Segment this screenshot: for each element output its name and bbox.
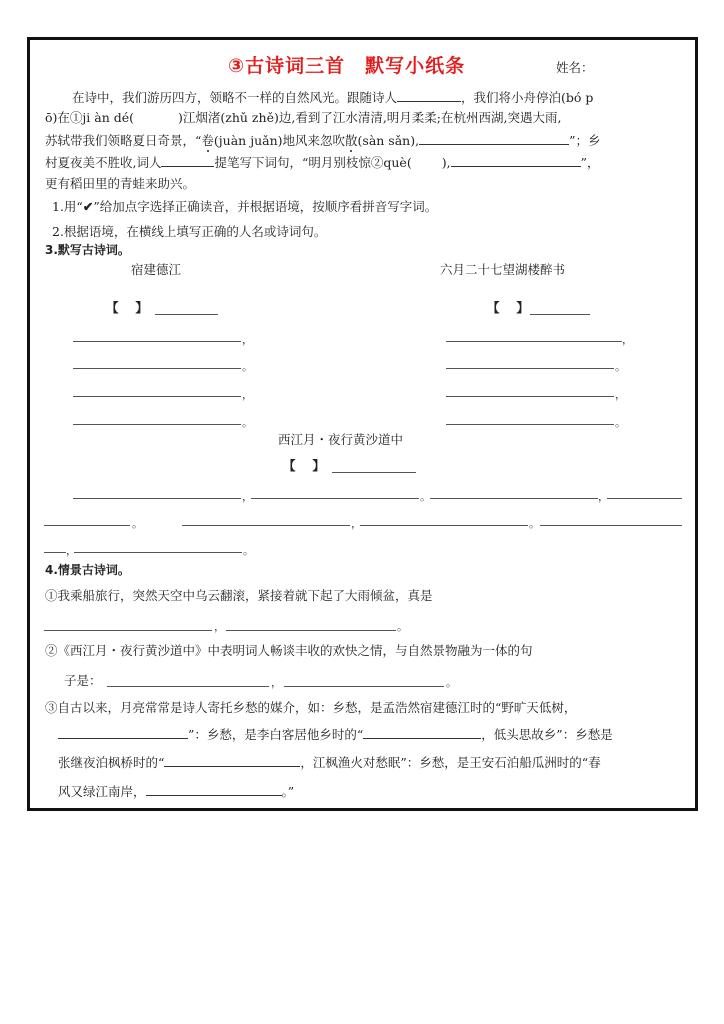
comma: ， bbox=[598, 490, 609, 503]
poem-1-line-1[interactable] bbox=[73, 341, 241, 342]
intro-text: 苏轼带我们领略夏日奇景，“ bbox=[45, 133, 202, 148]
question-3-line-1: ③自古以来，月亮常常是诗人寄托乡愁的媒介，如：乡愁，是孟浩然宿建德江时的“野旷天低树， bbox=[45, 700, 577, 715]
comma: ， bbox=[66, 544, 77, 557]
poem-1-line-4[interactable] bbox=[73, 424, 241, 425]
comma: ， bbox=[622, 333, 633, 346]
period: 。 bbox=[420, 490, 431, 503]
intro-line-4 bbox=[45, 154, 599, 171]
q3-blank-2[interactable] bbox=[363, 726, 481, 739]
q3-text: 张继夜泊枫桥时的“ bbox=[58, 755, 165, 770]
intro-line-1 bbox=[72, 89, 593, 106]
period: 。 bbox=[132, 517, 143, 530]
comma: ， bbox=[271, 676, 282, 689]
poem-2-title: 六月二十七望湖楼醉书 bbox=[440, 262, 566, 277]
instruction-text: ”给加点字选择正确读音，并根据语境，按顺序看拼音写字词。 bbox=[93, 199, 438, 214]
poem-2-author-bracket: 【 】 bbox=[487, 300, 529, 315]
question-3-line-4 bbox=[58, 783, 294, 800]
intro-line-2 bbox=[45, 110, 561, 126]
comma: ， bbox=[242, 388, 253, 401]
section-3-heading: 3.默写古诗词。 bbox=[45, 243, 130, 257]
intro-line-3 bbox=[45, 132, 600, 149]
intro-text: 在诗中，我们游历四方，领略不一样的自然风光。跟随诗人 bbox=[72, 90, 398, 105]
period: 。 bbox=[397, 620, 408, 633]
q3-blank-1[interactable] bbox=[58, 726, 188, 739]
blank-poet-name[interactable] bbox=[397, 89, 461, 102]
poem-3-line-7b[interactable] bbox=[44, 552, 66, 553]
intro-text: 提笔写下词句，“明月别枝惊②què( bbox=[214, 155, 412, 170]
section-4-heading: 4.情景古诗词。 bbox=[45, 563, 130, 577]
q3-text: ，低头思故乡”：乡愁是 bbox=[481, 727, 613, 742]
instruction-2: 2.根据语境，在横线上填写正确的人名或诗词句。 bbox=[52, 224, 327, 239]
q3-text: ”：乡愁，是李白客居他乡时的“ bbox=[188, 727, 364, 742]
poem-1-title: 宿建德江 bbox=[131, 262, 182, 277]
intro-line-5: 更有稻田里的青蛙来助兴。 bbox=[45, 176, 196, 191]
name-label: 姓名： bbox=[556, 60, 594, 75]
poem-3-line-1[interactable] bbox=[73, 498, 241, 499]
poem-2-line-1[interactable] bbox=[446, 341, 622, 342]
q2-blank-2[interactable] bbox=[284, 686, 444, 687]
period: 。 bbox=[242, 360, 253, 373]
dotted-char: 散 bbox=[345, 133, 358, 148]
q3-blank-3[interactable] bbox=[164, 754, 300, 767]
comma: ， bbox=[214, 620, 225, 633]
question-3-line-2 bbox=[58, 726, 613, 743]
period: 。 bbox=[446, 676, 457, 689]
poem-3-line-6[interactable] bbox=[360, 525, 528, 526]
poem-3-line-4b[interactable] bbox=[44, 525, 130, 526]
poem-3-line-8[interactable] bbox=[74, 552, 242, 553]
intro-text: ), bbox=[441, 155, 451, 170]
poem-3-author-blank[interactable] bbox=[332, 472, 416, 473]
blank-poem-line[interactable] bbox=[419, 132, 569, 145]
poem-3-line-2[interactable] bbox=[251, 498, 419, 499]
comma: ， bbox=[351, 517, 362, 530]
poem-1-line-3[interactable] bbox=[73, 396, 241, 397]
poem-1-line-2[interactable] bbox=[73, 368, 241, 369]
comma: ， bbox=[615, 388, 626, 401]
poem-1-author-blank[interactable] bbox=[155, 314, 218, 315]
question-3-line-3 bbox=[58, 754, 601, 771]
period: 。 bbox=[242, 416, 253, 429]
intro-text: )江烟渚(zhǔ zhě)边,看到了江水清清,明月柔柔;在杭州西湖,突遇大雨, bbox=[178, 110, 562, 125]
intro-text: ō)在①ji àn dé( bbox=[45, 110, 135, 125]
period: 。 bbox=[615, 416, 626, 429]
poem-3-title: 西江月・夜行黄沙道中 bbox=[278, 432, 404, 447]
poem-2-line-4[interactable] bbox=[446, 424, 614, 425]
instruction-1 bbox=[52, 199, 437, 215]
blank-poem-line[interactable] bbox=[451, 154, 581, 167]
worksheet-title: ③古诗词三首 默写小纸条 bbox=[228, 55, 466, 77]
comma: ， bbox=[242, 490, 253, 503]
intro-text: ”；乡 bbox=[569, 133, 601, 148]
intro-text: ”， bbox=[580, 155, 600, 170]
intro-text: (sàn sǎn), bbox=[357, 133, 420, 148]
q3-blank-4[interactable] bbox=[146, 783, 282, 796]
check-icon: ✔ bbox=[82, 199, 94, 214]
poem-3-line-7a[interactable] bbox=[540, 525, 682, 526]
q1-blank-1[interactable] bbox=[44, 630, 212, 631]
period: 。 bbox=[615, 360, 626, 373]
question-2-cont: 子是： bbox=[64, 673, 102, 688]
intro-text: (juàn juǎn)地风来忽吹 bbox=[213, 133, 346, 148]
period: 。 bbox=[529, 517, 540, 530]
q1-blank-2[interactable] bbox=[226, 630, 396, 631]
poem-1-author-bracket: 【 】 bbox=[106, 300, 148, 315]
intro-text: ，我们将小舟停泊(bó p bbox=[461, 90, 594, 105]
poem-3-line-4a[interactable] bbox=[607, 498, 682, 499]
question-2: ②《西江月・夜行黄沙道中》中表明词人畅谈丰收的欢快之情，与自然景物融为一体的句 bbox=[45, 643, 533, 658]
blank-poet-name[interactable] bbox=[161, 154, 214, 167]
question-1: ①我乘船旅行，突然天空中乌云翻滚，紧接着就下起了大雨倾盆，真是 bbox=[45, 588, 433, 603]
intro-text: 村夏夜美不胜收,词人 bbox=[45, 155, 162, 170]
poem-3-line-3[interactable] bbox=[430, 498, 598, 499]
instruction-text: 1.用“ bbox=[52, 199, 83, 214]
poem-3-author-bracket: 【 】 bbox=[283, 458, 325, 473]
period: 。 bbox=[243, 544, 254, 557]
poem-2-line-2[interactable] bbox=[446, 368, 614, 369]
q2-blank-1[interactable] bbox=[107, 686, 269, 687]
poem-2-line-3[interactable] bbox=[446, 396, 614, 397]
poem-2-author-blank[interactable] bbox=[530, 314, 590, 315]
q3-text: 风又绿江南岸， bbox=[58, 784, 146, 799]
dotted-char: 卷 bbox=[201, 133, 214, 148]
comma: ， bbox=[242, 333, 253, 346]
q3-text: ，江枫渔火对愁眠”：乡愁，是王安石泊船瓜洲时的“春 bbox=[300, 755, 601, 770]
poem-3-line-5[interactable] bbox=[182, 525, 350, 526]
q3-text: 。” bbox=[281, 784, 295, 799]
